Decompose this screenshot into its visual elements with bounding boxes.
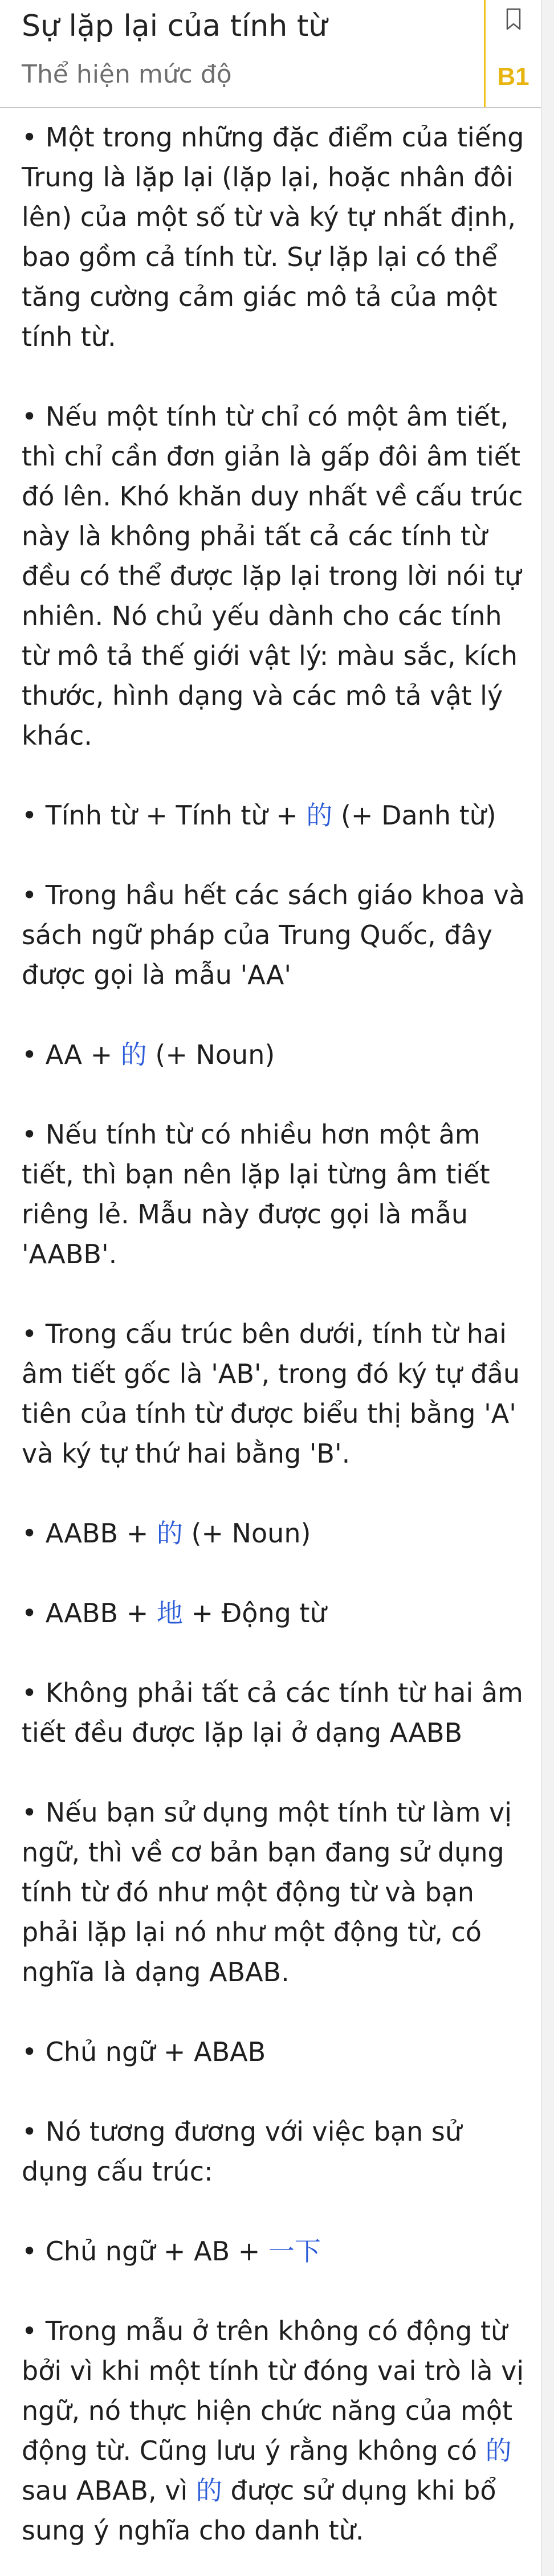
pattern-text: • AABB + [22,1518,157,1549]
paragraph-no-verb-note [22,2311,532,2550]
paragraph-multi-syllable: • Nếu tính từ có nhiều hơn một âm tiết, thì bạn nên lặp lại từng âm tiết riêng lẻ. Mẫu này được gọi là mẫu 'AABB'. [22,1119,490,1269]
pattern-subject-ab-yixia [22,2231,532,2271]
hanzi-de: 的 [485,2435,512,2466]
paragraph-ab-structure: • Trong cấu trúc bên dưới, tính từ hai âm tiết gốc là 'AB', trong đó ký tự đầu tiên của tính từ được biểu thị bằng 'A' và ký tự thứ hai bằng 'B'. [22,1318,520,1469]
pattern-text: • AA + [22,1039,121,1070]
card-header [0,0,541,108]
paragraph-not-all-aabb: • Không phải tất cả các tính từ hai âm tiết đều được lặp lại ở dạng AABB [22,1677,523,1748]
pattern-text: + Động từ [182,1598,327,1628]
level-badge: B1 [497,63,529,91]
bookmark-icon[interactable] [506,8,521,31]
pattern-aabb-de [22,1513,532,1553]
pattern-aabb-di [22,1593,532,1633]
pattern-text: (+ Noun) [146,1039,275,1070]
paragraph-equivalent: • Nó tương đương với việc bạn sử dụng cấu trúc: [22,2116,462,2187]
pattern-text: • AABB + [22,1598,157,1628]
pattern-text: • Tính từ + Tính từ + [22,800,307,831]
pattern-aa-de [22,1035,532,1075]
hanzi-de: 的 [195,2475,222,2506]
pattern-text: • Chủ ngữ + AB + [22,2236,268,2267]
pattern-text: (+ Noun) [182,1518,311,1549]
hanzi-di: 地 [156,1598,183,1628]
page-right-gutter [541,0,554,2576]
paragraph-single-syllable: • Nếu một tính từ chỉ có một âm tiết, thì chỉ cần đơn giản là gấp đôi âm tiết đó lên. Khó khăn duy nhất về cấu trúc này là không phải tất cả các tính từ đều có thể được lặp lại trong lời nói tự nhiên. Nó chủ yếu dành cho các tính từ mô tả thế giới vật lý: màu sắc, kích thước, hình dạng và các mô tả vật lý khác. [22,401,523,751]
hanzi-de: 的 [120,1039,147,1070]
note-text: được sử dụng khi bổ sung ý nghĩa cho danh từ. [22,2475,496,2546]
page-subtitle: Thể hiện mức độ [22,60,232,89]
note-text: • Trong mẫu ở trên không có động từ bởi vì khi một tính từ đóng vai trò là vị ngữ, nó thực hiện chức năng của một động từ. Cũng lưu ý rằng không có [22,2316,524,2466]
hanzi-de: 的 [306,800,333,831]
pattern-adj-adj-de [22,795,532,835]
paragraph-predicate: • Nếu bạn sử dụng một tính từ làm vị ngữ, thì về cơ bản bạn đang sử dụng tính từ đó như một động từ và bạn phải lặp lại nó như một động từ, có nghĩa là dạng ABAB. [22,1797,512,1987]
pattern-subject-abab: • Chủ ngữ + ABAB [22,2036,266,2067]
hanzi-de: 的 [156,1518,183,1549]
paragraph-aa-name: • Trong hầu hết các sách giáo khoa và sách ngữ pháp của Trung Quốc, đây được gọi là mẫu 'AA' [22,880,526,990]
header-side-panel [484,0,541,107]
note-text: sau ABAB, vì [22,2475,196,2506]
hanzi-yixia: 一下 [268,2236,321,2267]
page-title: Sự lặp lại của tính từ [22,9,328,43]
paragraph-intro: • Một trong những đặc điểm của tiếng Trung là lặp lại (lặp lại, hoặc nhân đôi lên) của một số từ và ký tự nhất định, bao gồm cả tính từ. Sự lặp lại có thể tăng cường cảm giác mô tả của một tính từ. [22,122,524,352]
pattern-text: (+ Danh từ) [332,800,496,831]
